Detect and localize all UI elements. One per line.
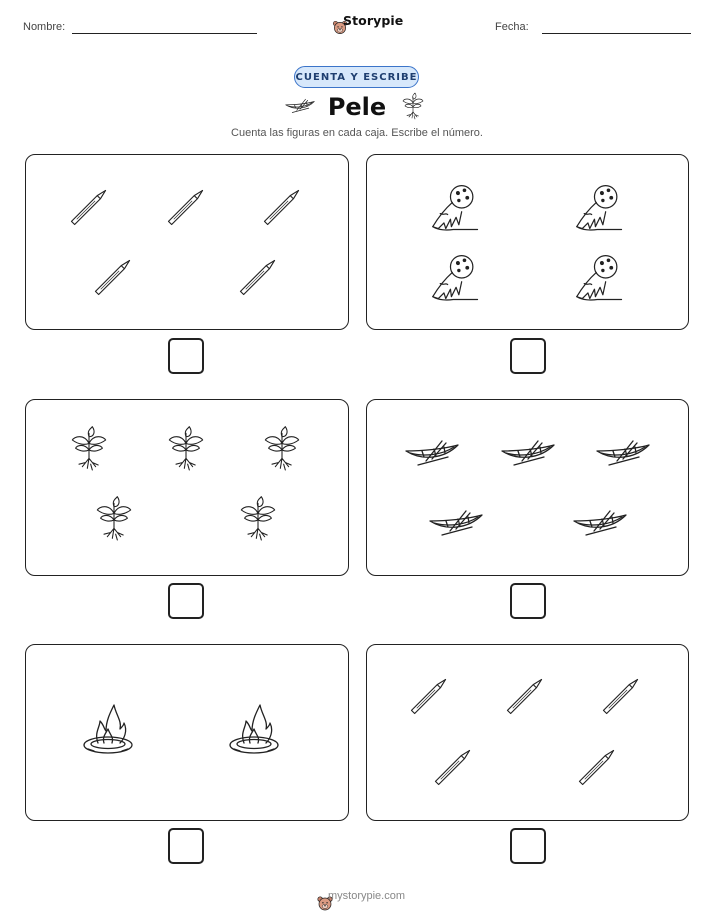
footer-url[interactable]: mystorypie.com bbox=[327, 890, 406, 902]
canoe-icon bbox=[502, 441, 554, 465]
canoe-icon bbox=[430, 511, 482, 535]
sprout-icon bbox=[401, 92, 425, 120]
digging-stick-icon bbox=[507, 678, 543, 714]
digging-stick-icon bbox=[603, 678, 639, 714]
sprout-icon bbox=[169, 427, 202, 470]
digging-stick-icon bbox=[264, 189, 300, 225]
date-label: Fecha: bbox=[495, 21, 529, 33]
count-box-3 bbox=[25, 399, 349, 576]
brand-logo bbox=[325, 13, 403, 28]
digging-stick-icon bbox=[71, 189, 107, 225]
answer-box-1[interactable] bbox=[168, 338, 204, 374]
answer-box-2[interactable] bbox=[510, 338, 546, 374]
canoe-icon bbox=[574, 511, 626, 535]
footer bbox=[0, 888, 714, 904]
bear-mascot-icon bbox=[309, 888, 325, 904]
digging-stick-icon bbox=[579, 749, 615, 785]
lava-volcano-icon bbox=[433, 186, 478, 230]
sprout-icon bbox=[241, 497, 274, 540]
sprout-icon bbox=[97, 497, 130, 540]
lava-volcano-icon bbox=[577, 256, 622, 300]
count-box-4 bbox=[366, 399, 689, 576]
sprout-icon bbox=[72, 427, 105, 470]
fire-pit-icon bbox=[84, 705, 132, 753]
answer-box-6[interactable] bbox=[510, 828, 546, 864]
count-box-2 bbox=[366, 154, 689, 330]
sprout-icon bbox=[265, 427, 298, 470]
answer-box-4[interactable] bbox=[510, 583, 546, 619]
date-field[interactable] bbox=[542, 33, 691, 34]
digging-stick-icon bbox=[95, 259, 131, 295]
digging-stick-icon bbox=[240, 259, 276, 295]
answer-box-5[interactable] bbox=[168, 828, 204, 864]
count-box-6 bbox=[366, 644, 689, 821]
answer-box-3[interactable] bbox=[168, 583, 204, 619]
count-box-5 bbox=[25, 644, 349, 821]
name-label: Nombre: bbox=[23, 21, 66, 33]
lava-volcano-icon bbox=[433, 256, 478, 300]
fire-pit-icon bbox=[230, 705, 278, 753]
lava-volcano-icon bbox=[577, 186, 622, 230]
canoe-icon bbox=[406, 441, 458, 465]
digging-stick-icon bbox=[411, 678, 447, 714]
count-box-1 bbox=[25, 154, 349, 330]
name-field[interactable] bbox=[72, 33, 257, 34]
canoe-icon bbox=[597, 441, 649, 465]
activity-badge: CUENTA Y ESCRIBE bbox=[294, 66, 419, 88]
instructions: Cuenta las figuras en cada caja. Escribe el número. bbox=[231, 127, 483, 139]
digging-stick-icon bbox=[435, 749, 471, 785]
worksheet-title: Pele bbox=[327, 93, 387, 121]
bear-mascot-icon bbox=[325, 13, 340, 28]
brand-name: Storypie bbox=[343, 13, 404, 28]
digging-stick-icon bbox=[168, 189, 204, 225]
